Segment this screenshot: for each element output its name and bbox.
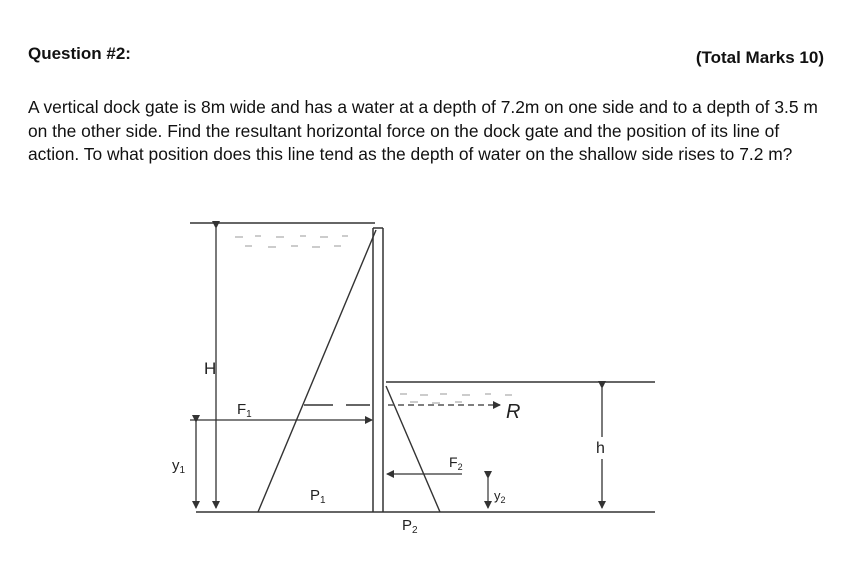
label-P1: $P_1$ [310, 487, 326, 506]
label-F2: $F_2$ [449, 454, 463, 472]
label-H: H [204, 359, 217, 378]
label-y2: $y_2$ [494, 488, 506, 505]
label-y1: $y_1$ [172, 457, 186, 476]
label-F1: $F_1$ [237, 401, 252, 420]
label-P2: $P_2$ [402, 517, 418, 536]
question-text: A vertical dock gate is 8m wide and has a water at a depth of 7.2m on one side and to a depth of 3.5 m on the other side. Find the resultant horizontal force on the dock gate and the position of its line of action. To what position does this line tend as the depth of water on the shallow side rises to 7.2 m? [28, 97, 818, 164]
question-title: Question #2: [28, 44, 131, 63]
shallow-water-ripples [400, 394, 512, 403]
deep-water-ripples [235, 236, 348, 247]
total-marks: (Total Marks 10) [695, 48, 824, 67]
label-R: R [506, 401, 521, 423]
pressure-line-deep [258, 230, 376, 512]
label-h: h [596, 440, 605, 457]
